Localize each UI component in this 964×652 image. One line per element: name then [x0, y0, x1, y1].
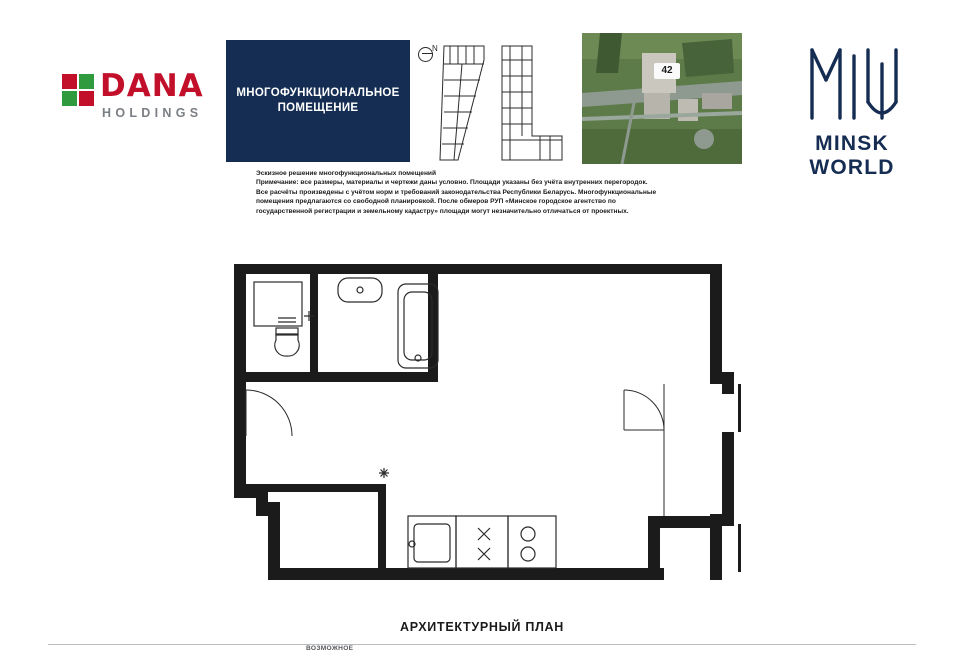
dana-squares-icon [62, 74, 96, 108]
floor-plan-drawing [232, 262, 752, 582]
note-line-3: Все расчёты произведены с учётом норм и требований законодательства Республики Беларусь. Многофункциональные [256, 188, 657, 196]
aerial-photo [582, 33, 742, 164]
title-panel-line2: ПОМЕЩЕНИЕ [277, 102, 359, 114]
disclaimer-note [256, 169, 756, 216]
dana-holdings-logo [62, 68, 214, 124]
title-panel-line1: МНОГОФУНКЦИОНАЛЬНОЕ [236, 87, 400, 99]
note-line-5: государственной регистрации и земельному кадастру» площади могут незначительно отличаться от проектных. [256, 207, 629, 215]
plan-title: АРХИТЕКТУРНЫЙ ПЛАН [399, 620, 564, 634]
note-line-1: Эскизное решение многофункциональных помещений [256, 170, 437, 177]
aerial-marker-badge: 42 [654, 63, 680, 79]
architectural-floor-plan [232, 262, 752, 582]
building-keyplan [414, 40, 574, 162]
compass-north-label: N [432, 44, 438, 53]
footer-divider [48, 644, 916, 645]
note-line-2: Примечание: все размеры, материалы и чертежи даны условно. Площади указаны без учёта внутренних перегородок. [256, 179, 648, 187]
keyplan-diagram [414, 40, 574, 162]
dana-subtitle: HOLDINGS [102, 106, 203, 120]
footer-subtitle: ВОЗМОЖНОЕ [306, 645, 354, 652]
dana-wordmark: DANA [100, 68, 204, 104]
note-line-4: помещения предлагаются со свободной планировкой. После обмеров РУП «Минское городское агентство по [256, 198, 616, 206]
minsk-world-logo [778, 46, 926, 179]
minsk-world-wordmark: MINSK WORLD [809, 132, 895, 179]
minsk-world-mark-icon [778, 46, 926, 126]
aerial-photo-graphic [582, 33, 742, 164]
title-panel [226, 40, 410, 162]
